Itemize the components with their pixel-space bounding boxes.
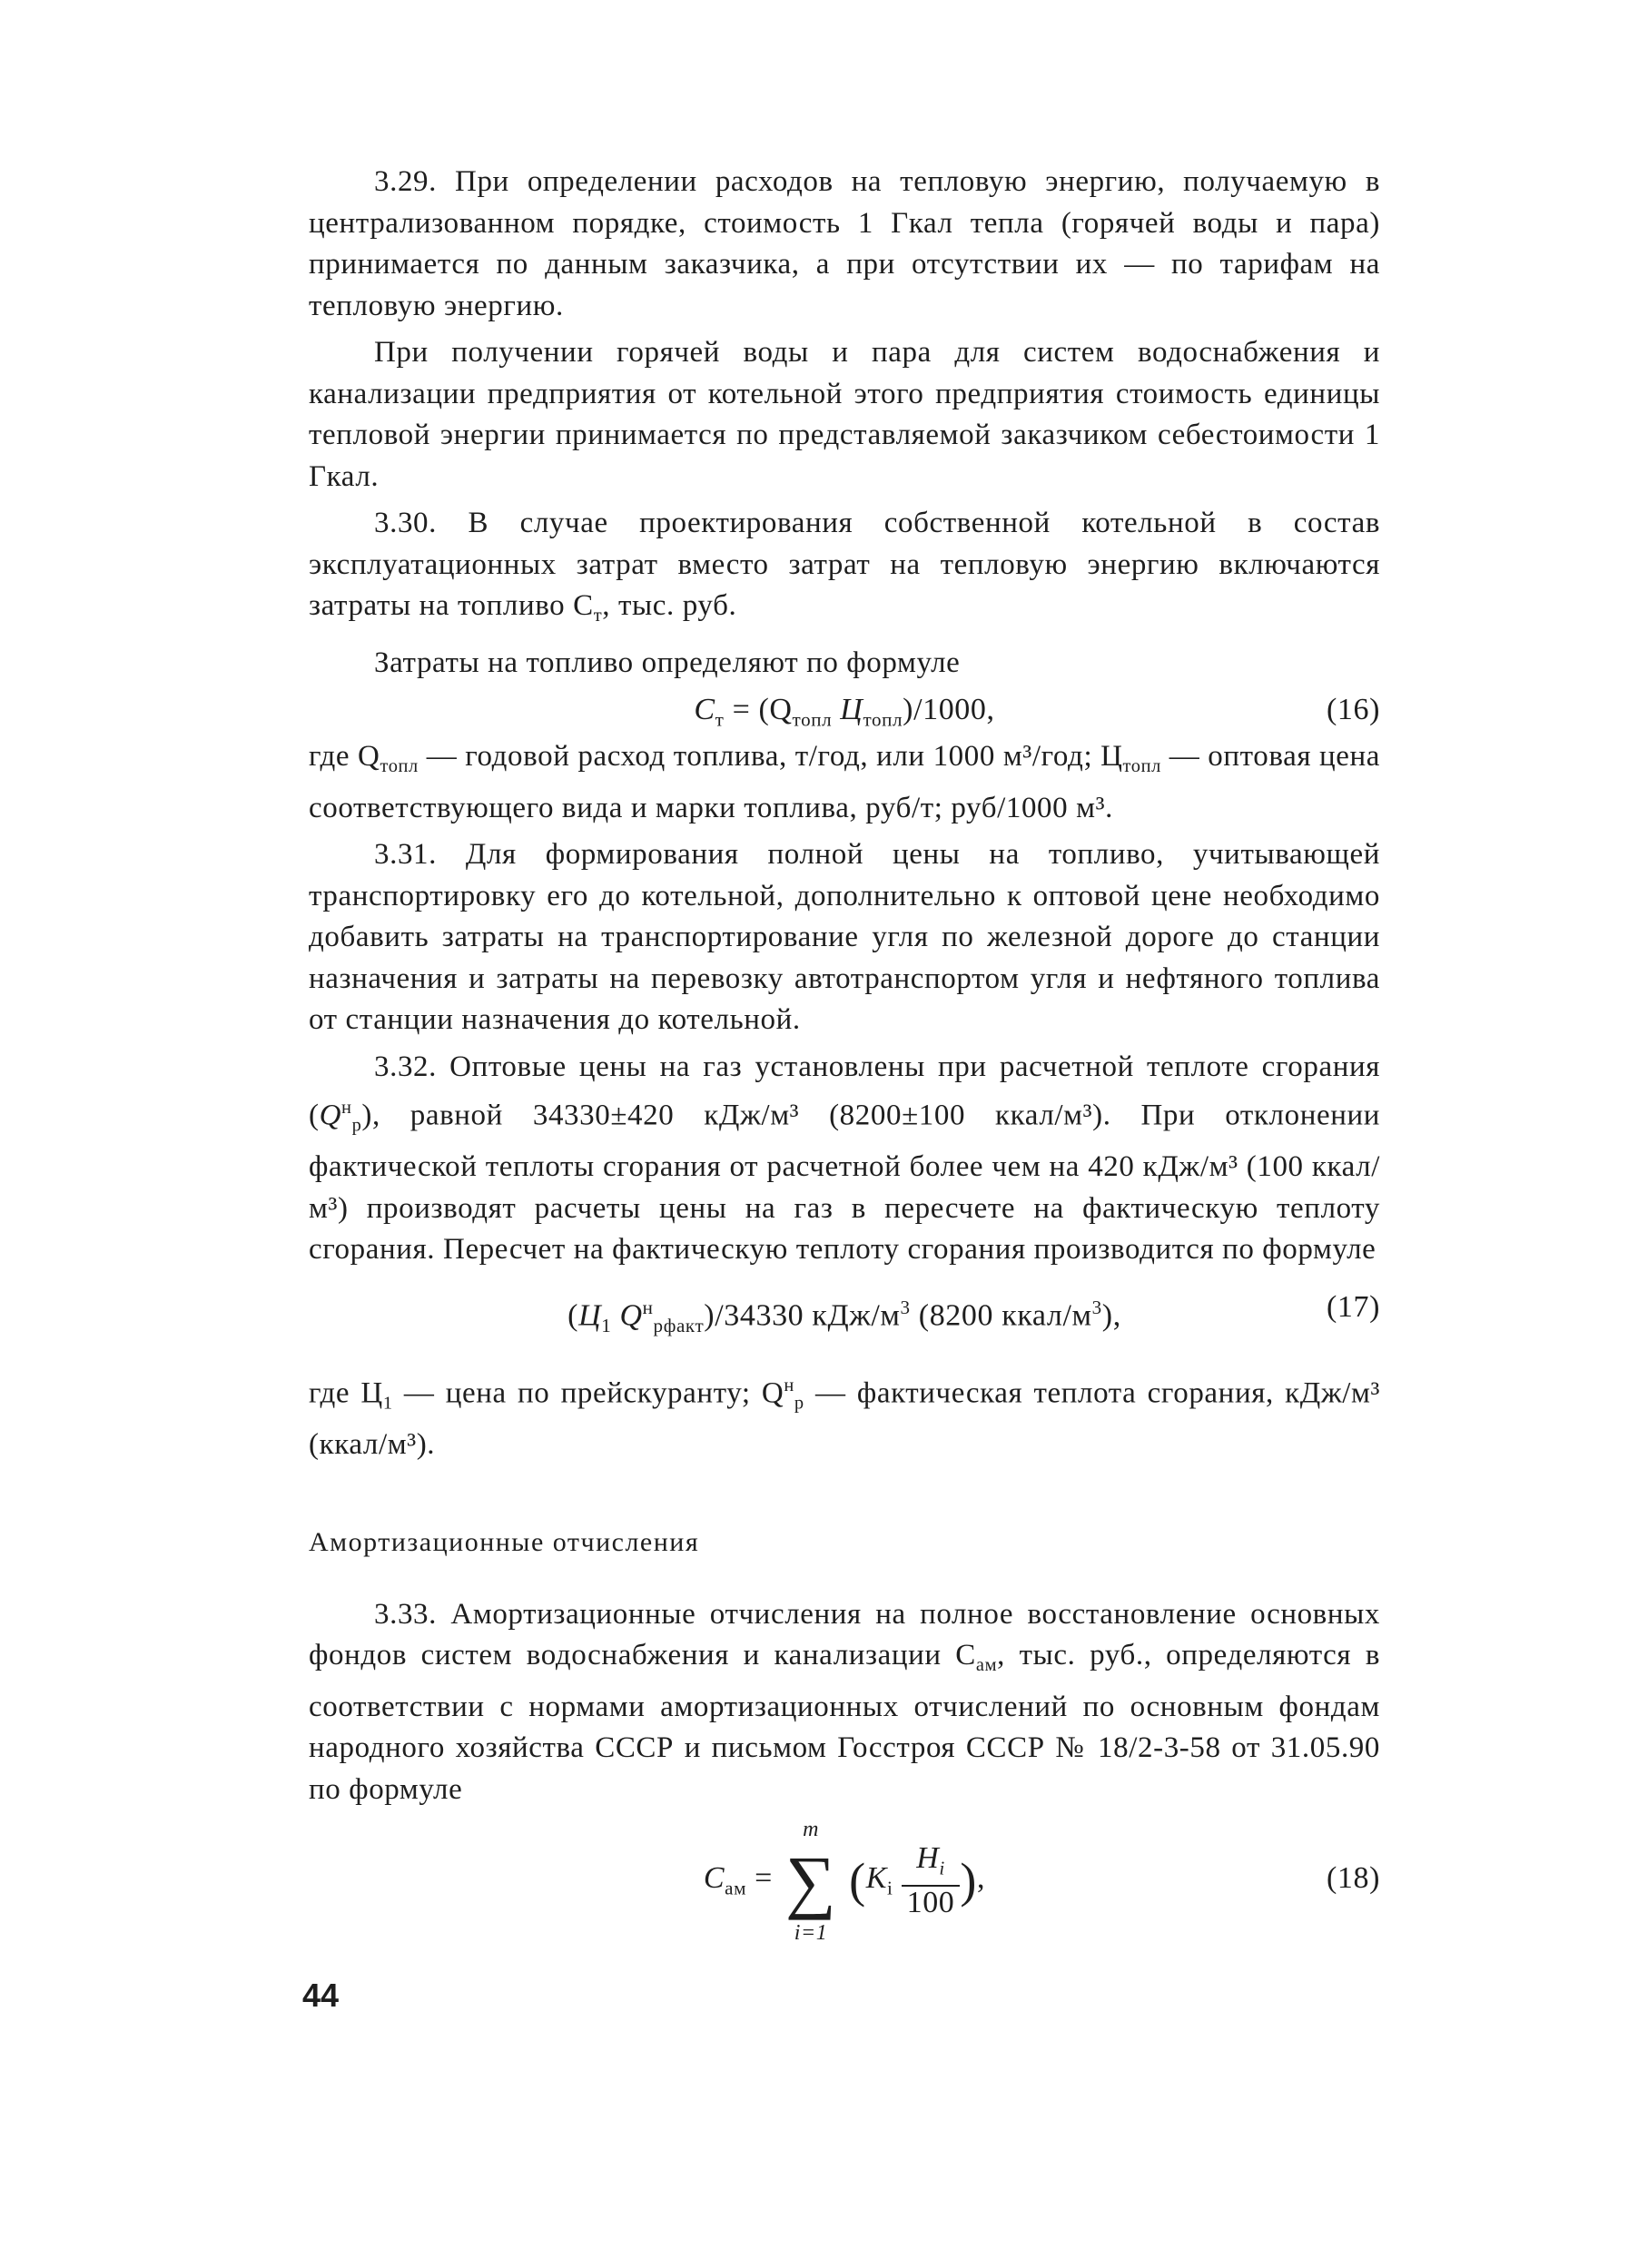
fraction: $\frac{H_i}{100}$ (902, 1842, 961, 1918)
formula-16-number: (16) (1326, 693, 1380, 727)
sum-operator: m ∑ i=1 (784, 1817, 837, 1945)
paragraph-3-30: 3.30. В случае проектирования собственной котельной в состав эксплуатационных затрат вместо затрат на тепловую энергию включаются затраты на топливо $С_т$, тыс. руб. (309, 507, 1380, 626)
formula-18-body: $С_{ам}$ = m ∑ i=1 ($K_i$ $\frac{H_i}{100}$ ), (703, 1817, 986, 1945)
paragraph-3-33: 3.33. Амортизационные отчисления на полное восстановление основных фондов систем водоснабжения и канализации $С_{ам}$, тыс. руб., определяются в соответствии с нормами амортизационных отчислений по основным фондам народного хозяйства СССР и письмом Госстроя СССР № 18/2-3-58 от 31.05.90 по формуле (309, 1597, 1380, 1806)
paragraph-3-31: 3.31. Для формирования полной цены на топливо, учитывающей транспортировку его до котельной, дополнительно к оптовой цене необходимо добавить затраты на транспортирование угля по железной дороге до станции назначения и затраты на перевозку автотранспортом угля и нефтяного топлива от станции назначения до котельной. (309, 838, 1380, 1037)
paragraph-3-29: 3.29. При определении расходов на тепловую энергию, получаемую в централизованном порядке, стоимость 1 Гкал тепла (горячей воды и пара) принимается по данным заказчика, а при отсутствии их — по тарифам на тепловую энергию. (309, 165, 1380, 322)
text-column (309, 162, 1380, 1947)
formula-18-number: (18) (1326, 1861, 1380, 1896)
section-heading: Амортизационные отчисления (309, 1527, 700, 1558)
formula-16-legend: где $Q_{топл}$ — годовой расход топлива, т/год, или 1000 м³/год; $Ц_{топл}$ — оптовая цена соответствующего вида и марки топлива, руб/т; руб/1000 м³. (309, 740, 1380, 824)
paragraph-3-32: 3.32. Оптовые цены на газ установлены при расчетной теплоте сгорания $(Q^н_р)$, равной 34330±420 кДж/м³ (8200±100 ккал/м³). При отклонении фактической теплоты сгорания от расчетной более чем на 420 кДж/м³ (100 ккал/м³) производят расчеты цены на газ в пересчете на фактическую теплоту сгорания. Пересчет на фактическую теплоту сгорания производится по формуле (309, 1050, 1380, 1267)
formula-17 (309, 1271, 1380, 1344)
paragraph-3-29-cont: При получении горячей воды и пара для систем водоснабжения и канализации предприятия от котельной этого предприятия стоимость единицы тепловой энергии принимается по представляемой заказчиком себестоимости 1 Гкал. (309, 336, 1380, 493)
formula-17-number: (17) (1326, 1289, 1380, 1324)
formula-18 (309, 1810, 1380, 1947)
formula-16 (309, 684, 1380, 736)
formula-16-body: $С_т = (Q_{топл}$ $Ц_{топл})/1000$, (694, 693, 995, 731)
page-number: 44 (302, 1977, 340, 2014)
formula-17-body: ($Ц_1$ $Q^н_{рфакт})/34330$ кДж/$м^3$ (8200 ккал/$м^3$), (567, 1296, 1121, 1336)
paragraph-3-30-formula-intro: Затраты на топливо определяют по формуле (374, 646, 961, 679)
formula-17-legend: где $Ц_1$ — цена по прейскуранту; $Q^н_р$ — фактическая теплота сгорания, кДж/м³ (ккал/м³). (309, 1375, 1380, 1461)
